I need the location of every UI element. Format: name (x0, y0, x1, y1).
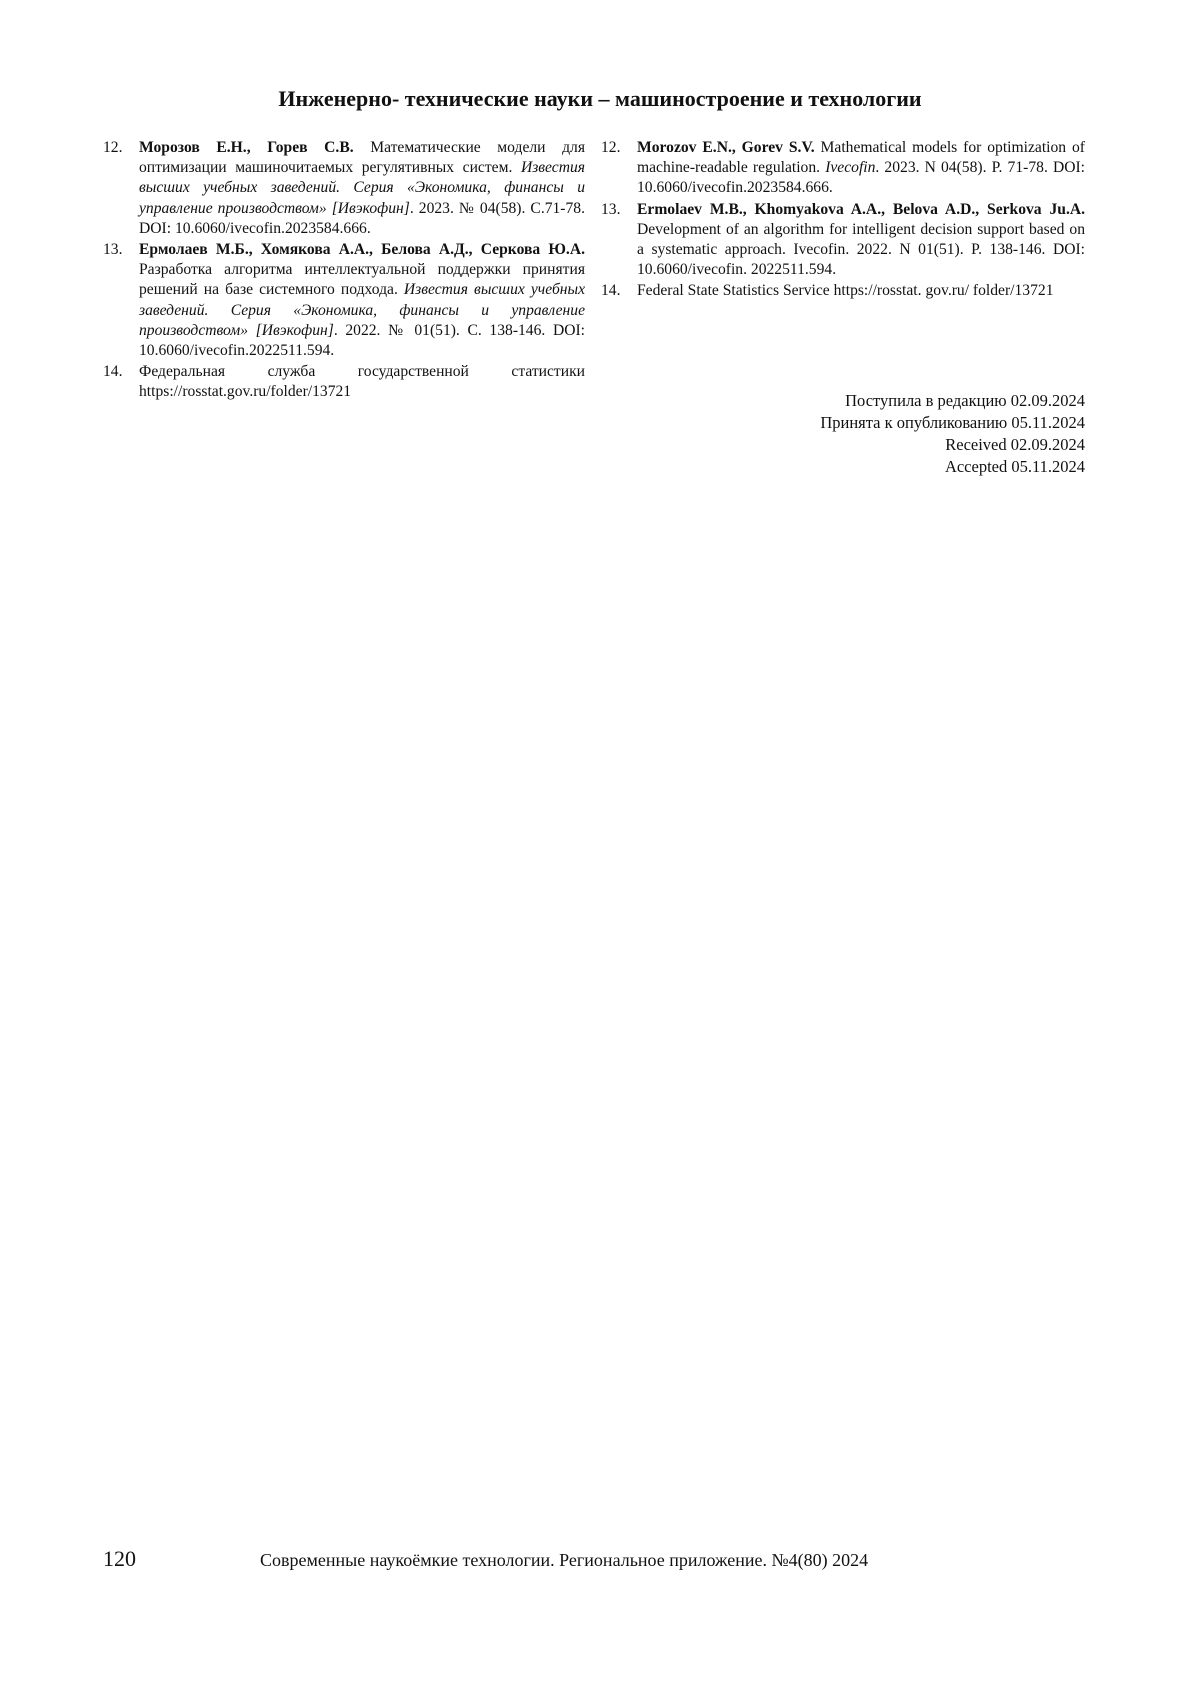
reference-number: 14. (601, 282, 621, 300)
reference-title: Federal State Statistics Service https://rosstat. gov.ru/ folder/13721 (637, 282, 1054, 300)
reference-number: 12. (103, 139, 123, 156)
reference-title: Development of an algorithm for intelligent decision support based on a systematic approach. Ivecofin. 2022. N 01(51). P. 138-146. DOI: 10.6060/ivecofin. 2022511.594. (637, 220, 1085, 279)
references-russian (103, 138, 585, 404)
reference-text (637, 200, 1085, 281)
reference-item (103, 240, 585, 361)
running-title: Инженерно- технические науки – машиностроение и технологии (278, 86, 922, 111)
reference-title: Федеральная служба государственной статистики https://rosstat.gov.ru/folder/13721 (139, 363, 585, 401)
received-date-ru: Поступила в редакцию 02.09.2024 (845, 391, 1085, 410)
reference-item (601, 138, 1085, 199)
reference-authors: Морозов Е.Н., Горев С.В. (139, 139, 354, 156)
accepted-date-ru: Принята к опубликованию 05.11.2024 (820, 413, 1085, 432)
reference-authors: Ermolaev M.B., Khomyakova A.A., Belova A.D., Serkova Ju.A. (637, 200, 1085, 218)
journal-name: Современные наукоёмкие технологии. Региональное приложение. №4(80) 2024 (260, 1550, 869, 1570)
reference-authors: Morozov E.N., Gorev S.V. (637, 139, 815, 156)
reference-title: Разработка алгоритма интеллектуальной поддержки принятия решений на базе системного подхода. (139, 261, 585, 299)
reference-authors: Ермолаев М.Б., Хомякова А.А., Белова А.Д., Серкова Ю.А. (139, 241, 585, 259)
reference-item (601, 200, 1085, 281)
reference-number: 13. (103, 241, 123, 259)
reference-text (637, 281, 1085, 301)
reference-details: . 2023. N 04(58). P. 71-78. DOI: 10.6060/ivecofin.2023584.666. (637, 159, 1086, 197)
reference-details: . 2023. № 04(58). С.71-78. DOI: 10.6060/ivecofin.2023584.666. (139, 199, 585, 237)
reference-number: 13. (601, 200, 621, 218)
reference-source: Известия высших учебных заведений. Серия «Экономика, финансы и управление производством» [Ивэкофин] (139, 159, 585, 217)
reference-text (139, 138, 585, 239)
reference-number: 12. (601, 139, 621, 156)
reference-item (103, 362, 585, 402)
references-english (601, 138, 1085, 303)
reference-text (139, 240, 585, 361)
reference-title: Математические модели для оптимизации машиночитаемых регулятивных систем. (139, 139, 585, 177)
reference-number: 14. (103, 363, 123, 381)
reference-text (139, 362, 585, 402)
reference-item (601, 281, 1085, 301)
reference-details: . 2022. № 01(51). С. 138-146. DOI: 10.6060/ivecofin.2022511.594. (139, 321, 585, 360)
reference-title: Mathematical models for optimization of machine-readable regulation. (637, 139, 1085, 177)
reference-item (103, 138, 585, 239)
accepted-date-en: Accepted 05.11.2024 (944, 457, 1085, 476)
submission-dates (820, 390, 1085, 478)
received-date-en: Received 02.09.2024 (945, 435, 1085, 454)
reference-source: Ivecofin (825, 159, 876, 177)
page-number: 120 (103, 1546, 136, 1571)
reference-source: Известия высших учебных заведений. Серия «Экономика, финансы и управление производством» [Ивэкофин] (139, 281, 586, 339)
reference-text (637, 138, 1085, 199)
